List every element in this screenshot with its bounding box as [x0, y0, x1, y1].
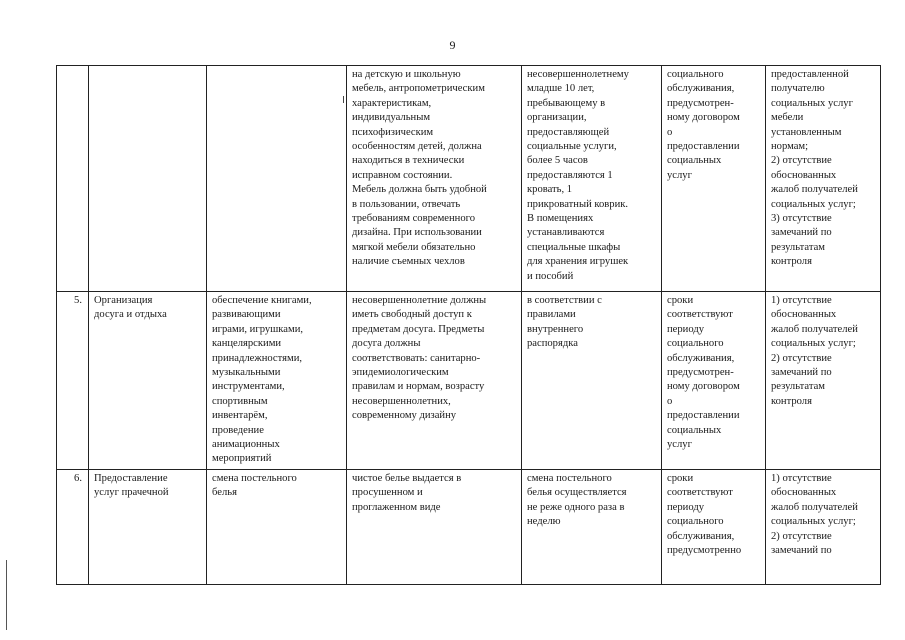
cell-text-line: 2) отсутствие	[771, 352, 832, 364]
row-number-cell	[57, 66, 89, 292]
cell-text-line: замечаний по	[771, 545, 832, 557]
quality-criteria-cell	[766, 292, 881, 470]
cell-text-line: жалоб получателей	[771, 184, 858, 196]
cell-text-line: анимационных	[212, 439, 280, 451]
cell-text-line: требованиям современного	[352, 213, 475, 225]
cell-text-line: принадлежностями,	[212, 352, 303, 364]
cell-text-line: социальных	[667, 155, 722, 167]
cell-text-line: 1) отсутствие	[771, 295, 832, 306]
cell-text-line: предметам досуга. Предметы	[352, 323, 485, 335]
service-description-cell	[347, 66, 522, 292]
cell-text-line: неделю	[527, 516, 561, 528]
cell-text-line: обеспечение книгами,	[212, 295, 312, 306]
table-row	[57, 470, 881, 585]
cell-text-line: дизайна. При использовании	[352, 227, 482, 239]
cell-text-line: исправном состоянии.	[352, 169, 453, 181]
service-description-cell	[347, 470, 522, 585]
cell-text-line: особенностям детей, должна	[352, 141, 482, 153]
cell-text-line: ному договором	[667, 381, 740, 393]
service-name-cell	[89, 470, 207, 585]
cell-text-line: мебель, антропометрическим	[352, 83, 485, 95]
cell-text-line: жалоб получателей	[771, 323, 858, 335]
cell-text-line: предоставлении	[667, 141, 740, 153]
cell-text-line: обоснованных	[771, 309, 837, 321]
cell-text-line: обслуживания,	[667, 352, 735, 364]
cell-text-line: устанавливаются	[527, 227, 605, 239]
cell-text-line: чистое белье выдается в	[352, 473, 462, 484]
cell-text-line: правилам и нормам, возрасту	[352, 381, 485, 393]
cell-text-line: смена постельного	[212, 473, 297, 484]
cell-text-line: проведение	[212, 424, 264, 436]
quality-criteria-cell	[766, 66, 881, 292]
cell-text-line: просушенном и	[352, 487, 423, 499]
cell-text-line: мягкой мебели обязательно	[352, 241, 476, 253]
table-row	[57, 292, 881, 470]
cell-text-line: специальные шкафы	[527, 241, 621, 253]
cell-text-line: характеристикам,	[352, 97, 432, 109]
cell-text-line: распорядка	[527, 338, 578, 350]
service-name-cell	[89, 66, 207, 292]
cell-text-line: индивидуальным	[352, 112, 431, 124]
cell-text-line: мебели	[771, 112, 804, 124]
cell-text-line: белья осуществляется	[527, 487, 627, 499]
cell-text-line: внутреннего	[527, 323, 584, 335]
cell-text-line: обоснованных	[771, 487, 837, 499]
cell-text-line: обслуживания,	[667, 83, 735, 95]
cell-text-line: замечаний по	[771, 367, 832, 379]
cell-text-line: социальных	[667, 424, 722, 436]
cell-text-line: несовершеннолетние должны	[352, 295, 487, 306]
cell-text-line: социальные услуги,	[527, 141, 617, 153]
cell-text-line: о	[667, 126, 673, 138]
cell-text-line: в пользовании, отвечать	[352, 198, 461, 210]
cell-text-line: предоставленной	[771, 69, 849, 80]
cell-text-line: контроля	[771, 256, 812, 268]
cell-text-line: предусмотрен-	[667, 97, 734, 109]
cell-text-line: несовершеннолетних,	[352, 395, 451, 407]
cell-text-line: прикроватный коврик.	[527, 198, 629, 210]
cell-text-line: досуга и отдыха	[94, 309, 167, 321]
cell-text-line: услуг	[667, 169, 692, 181]
cell-text-line: обслуживания,	[667, 530, 735, 542]
cell-text-line: и пособий	[527, 270, 574, 282]
cell-text-line: более 5 часов	[527, 155, 588, 167]
cell-text-line: проглаженном виде	[352, 501, 441, 513]
cell-text-line: периоду	[667, 501, 705, 513]
cell-text-line: замечаний по	[771, 227, 832, 239]
cell-text-line: мероприятий	[212, 453, 272, 465]
cell-text-line: результатам	[771, 241, 825, 253]
page-number: 9	[449, 38, 456, 52]
cell-text-line: предоставляющей	[527, 126, 610, 138]
cell-text-line: получателю	[771, 83, 825, 95]
cell-text-line: результатам	[771, 381, 825, 393]
cell-text-line: инструментами,	[212, 381, 285, 393]
binding-edge-mark	[6, 560, 9, 630]
cell-text-line: несовершеннолетнему	[527, 69, 629, 80]
cell-text-line: о	[667, 395, 673, 407]
cell-text-line: контроля	[771, 395, 812, 407]
cell-text-line: на детскую и школьную	[352, 69, 461, 80]
service-content-cell	[207, 292, 347, 470]
cell-text-line: наличие съемных чехлов	[352, 256, 465, 268]
cell-text-line: предоставлении	[667, 410, 740, 422]
cell-text-line: находиться в технически	[352, 155, 465, 167]
cell-text-line: социальных услуг	[771, 97, 853, 109]
cell-text-line: белья	[212, 487, 237, 499]
cell-text-line: социального	[667, 516, 724, 528]
service-name-cell	[89, 292, 207, 470]
service-terms-cell	[662, 470, 766, 585]
cell-text-line: социального	[667, 338, 724, 350]
cell-text-line: психофизическим	[352, 126, 434, 138]
service-conditions-cell	[522, 66, 662, 292]
service-terms-cell	[662, 292, 766, 470]
cell-text-line: кровать, 1	[527, 184, 573, 196]
cell-text-line: социальных услуг;	[771, 516, 856, 528]
cell-text-line: обоснованных	[771, 169, 837, 181]
cell-text-line: предоставляются 1	[527, 169, 613, 181]
cell-text-line: в соответствии с	[527, 295, 602, 306]
cell-text-line: жалоб получателей	[771, 501, 858, 513]
cell-text-line: иметь свободный доступ к	[352, 309, 472, 321]
cell-text-line: 2) отсутствие	[771, 530, 832, 542]
row-number-cell: 6.	[57, 470, 89, 585]
cell-text-line: 2) отсутствие	[771, 155, 832, 167]
cell-text-line: развивающими	[212, 309, 281, 321]
cell-text-line: канцелярскими	[212, 338, 282, 350]
cell-text-line: правилами	[527, 309, 576, 321]
cell-text-line: современному дизайну	[352, 410, 457, 422]
cell-text-line: 3) отсутствие	[771, 213, 832, 225]
row-number-cell: 5.	[57, 292, 89, 470]
cell-text-line: периоду	[667, 323, 705, 335]
service-content-cell	[207, 66, 347, 292]
cell-text-line: Мебель должна быть удобной	[352, 184, 487, 196]
service-description-cell	[347, 292, 522, 470]
cell-text-line: социальных услуг;	[771, 198, 856, 210]
cell-text-line: сроки	[667, 295, 694, 306]
cell-text-line: установленным	[771, 126, 842, 138]
cell-text-line: сроки	[667, 473, 694, 484]
cell-text-line: не реже одного раза в	[527, 501, 625, 513]
service-conditions-cell	[522, 470, 662, 585]
table-row	[57, 66, 881, 292]
cell-text-line: соответствуют	[667, 487, 733, 499]
cell-text-line: играми, игрушками,	[212, 323, 304, 335]
cell-text-line: соответствовать: санитарно-	[352, 352, 481, 364]
cell-text-line: социальных услуг;	[771, 338, 856, 350]
cell-text-line: смена постельного	[527, 473, 612, 484]
cell-text-line: младше 10 лет,	[527, 83, 595, 95]
service-terms-cell	[662, 66, 766, 292]
cell-text-line: досуга должны	[352, 338, 421, 350]
cell-text-line: нормам;	[771, 141, 809, 153]
cell-text-line: пребывающему в	[527, 97, 606, 109]
cell-text-line: Организация	[94, 295, 153, 306]
cell-text-line: услуг прачечной	[94, 487, 169, 499]
cell-text-line: инвентарём,	[212, 410, 268, 422]
cell-text-line: Предоставление	[94, 473, 168, 484]
cell-text-line: предусмотрен-	[667, 367, 734, 379]
cell-text-line: соответствуют	[667, 309, 733, 321]
service-standards-table	[56, 65, 881, 585]
cell-text-line: спортивным	[212, 395, 268, 407]
cell-text-line: эпидемиологическим	[352, 367, 449, 379]
cell-text-line: для хранения игрушек	[527, 256, 629, 268]
cell-text-line: услуг	[667, 439, 692, 451]
cell-text-line: ному договором	[667, 112, 740, 124]
cell-text-line: организации,	[527, 112, 587, 124]
cell-text-line: социального	[667, 69, 724, 80]
cell-text-line: 1) отсутствие	[771, 473, 832, 484]
quality-criteria-cell	[766, 470, 881, 585]
cell-text-line: музыкальными	[212, 367, 281, 379]
service-content-cell	[207, 470, 347, 585]
cell-text-line: В помещениях	[527, 213, 594, 225]
service-conditions-cell	[522, 292, 662, 470]
cell-text-line: предусмотренно	[667, 545, 742, 557]
